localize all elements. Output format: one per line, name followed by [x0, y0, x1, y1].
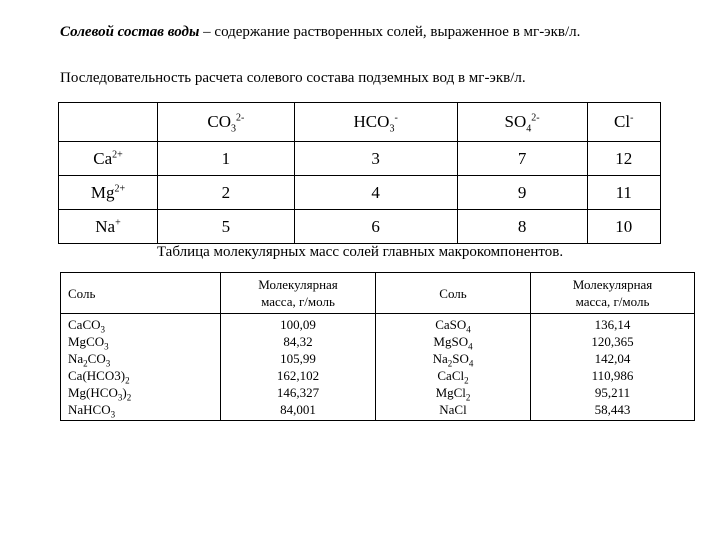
formula-part: ) — [122, 385, 127, 400]
formula-sub: 2 — [125, 375, 130, 386]
anion-base: HCO — [353, 112, 390, 131]
salt-formula — [68, 350, 218, 367]
anion-sub: 3 — [230, 123, 236, 135]
cation-symbol: Na — [95, 216, 116, 236]
ion-cell: 3 — [294, 142, 457, 176]
definition-term: Солевой состав воды — [60, 24, 200, 40]
formula-sub: 2 — [464, 375, 469, 386]
formula-part: NaHCO — [68, 402, 111, 417]
formula-part: Mg — [433, 334, 452, 349]
ion-cell: 5 — [158, 210, 295, 244]
formula-part: SO — [449, 317, 467, 332]
header-mass-left-line2: масса, г/моль — [261, 294, 335, 309]
molar-mass-value: 84,001 — [280, 402, 316, 417]
molar-mass-value: 142,04 — [594, 351, 631, 366]
molar-mass-value: 100,09 — [280, 317, 316, 332]
ion-cell: 8 — [457, 210, 587, 244]
salt-formula — [378, 367, 528, 384]
anion-header-3 — [587, 103, 660, 142]
salt-formula — [68, 316, 218, 333]
formula-sub: 2 — [465, 392, 471, 403]
ion-cell: 9 — [457, 176, 587, 210]
sequence-title: Последовательность расчета солевого состава подземных вод в мг-экв/л. — [60, 70, 526, 86]
molar-mass-value: 136,14 — [594, 317, 631, 332]
mass-table-header-row — [61, 273, 695, 314]
header-salt-left: Соль — [61, 273, 221, 314]
formula-sub: 4 — [466, 324, 471, 335]
ion-cell: 6 — [294, 210, 457, 244]
ion-cell: 12 — [587, 142, 660, 176]
ion-cell: 7 — [457, 142, 587, 176]
formula-sub: 2 — [83, 358, 88, 369]
mass-list-right — [531, 314, 695, 421]
anion-base: Cl — [614, 112, 631, 131]
molar-mass-value: 58,443 — [594, 402, 631, 417]
anion-header-2 — [457, 103, 587, 142]
cation-row — [59, 176, 661, 210]
formula-part: Na — [68, 351, 84, 366]
salt-formula — [68, 384, 218, 401]
formula-sub: 2 — [126, 392, 132, 403]
anion-header-1 — [294, 103, 457, 142]
mass-table-caption: Таблица молекулярных масс солей главных макрокомпонентов. — [156, 244, 564, 260]
molar-mass-value: 162,102 — [276, 368, 320, 383]
cation-symbol: Mg — [90, 182, 115, 202]
header-mass-right — [531, 273, 695, 314]
anion-sub: 4 — [526, 123, 532, 135]
salt-formula — [68, 333, 218, 350]
formula-sub: 4 — [468, 358, 474, 369]
header-mass-left — [221, 273, 376, 314]
formula-part: Ca — [68, 317, 83, 332]
salt-list-right — [376, 314, 531, 421]
formula-part: ) — [120, 368, 126, 383]
molar-mass-value: 105,99 — [280, 351, 316, 366]
ion-table-corner — [59, 103, 158, 142]
formula-part: Na — [432, 351, 448, 366]
formula-part: Ca — [435, 317, 450, 332]
formula-part: Mg(HCO — [68, 385, 118, 400]
cation-label — [59, 176, 158, 210]
mass-list-left — [221, 314, 376, 421]
formula-part: SO — [451, 334, 469, 349]
anion-charge: - — [630, 112, 634, 124]
formula-part: SO — [452, 351, 469, 366]
anion-charge: - — [394, 112, 398, 124]
molar-mass-value: 95,211 — [594, 385, 631, 400]
cation-label — [59, 210, 158, 244]
cation-label — [59, 142, 158, 176]
formula-sub: 3 — [100, 324, 106, 335]
cation-row — [59, 142, 661, 176]
cation-charge: + — [115, 216, 121, 228]
anion-header-0 — [158, 103, 295, 142]
ion-cell: 4 — [294, 176, 457, 210]
definition-line — [60, 24, 580, 41]
cation-row — [59, 210, 661, 244]
salt-formula — [68, 367, 218, 384]
molar-mass-value: 110,986 — [591, 368, 634, 383]
anion-base: SO — [504, 112, 527, 131]
formula-sub: 3 — [104, 341, 109, 352]
ion-cell: 10 — [587, 210, 660, 244]
cation-symbol: Ca — [93, 148, 113, 168]
formula-sub: 4 — [468, 341, 473, 352]
cation-charge: 2+ — [114, 182, 126, 194]
formula-part: CO — [87, 351, 106, 366]
salt-formula — [68, 401, 218, 418]
anion-base: CO — [207, 112, 231, 131]
formula-part: CaCl — [437, 368, 465, 383]
molar-mass-value: 120,365 — [591, 334, 634, 349]
formula-part: NaCl — [439, 402, 467, 417]
formula-sub: 2 — [447, 358, 453, 369]
header-mass-right-line2: масса, г/моль — [575, 294, 650, 309]
formula-part: MgCl — [435, 385, 466, 400]
mass-table-body-row — [61, 314, 695, 421]
anion-charge: 2- — [531, 112, 540, 124]
cation-charge: 2+ — [112, 148, 123, 160]
anion-charge: 2- — [235, 112, 245, 124]
header-salt-right: Соль — [376, 273, 531, 314]
salt-formula — [378, 333, 528, 350]
formula-sub: 3 — [105, 358, 111, 369]
ion-table — [58, 102, 661, 244]
header-mass-left-line1: Молекулярная — [258, 277, 338, 292]
formula-part: Ca(HCO — [68, 368, 115, 383]
molar-mass-value: 146,327 — [276, 385, 320, 400]
ion-table-header-row — [59, 103, 661, 142]
ion-cell: 11 — [587, 176, 660, 210]
ion-cell: 1 — [158, 142, 295, 176]
header-mass-right-line1: Молекулярная — [572, 277, 653, 292]
salt-formula — [378, 401, 528, 418]
formula-sub: 3 — [117, 392, 123, 403]
ion-cell: 2 — [158, 176, 295, 210]
formula-part: CO — [86, 334, 105, 349]
molar-mass-value: 84,32 — [283, 334, 313, 349]
formula-part: 3 — [114, 368, 121, 383]
salt-list-left — [61, 314, 221, 421]
salt-formula — [378, 384, 528, 401]
anion-sub: 3 — [389, 123, 395, 135]
formula-part: Mg — [68, 334, 87, 349]
molar-mass-table — [60, 272, 695, 421]
salt-formula — [378, 316, 528, 333]
definition-text: – содержание растворенных солей, выраженное в мг-экв/л. — [199, 24, 581, 40]
formula-sub: 3 — [110, 409, 116, 420]
formula-part: CO — [82, 317, 101, 332]
salt-formula — [378, 350, 528, 367]
